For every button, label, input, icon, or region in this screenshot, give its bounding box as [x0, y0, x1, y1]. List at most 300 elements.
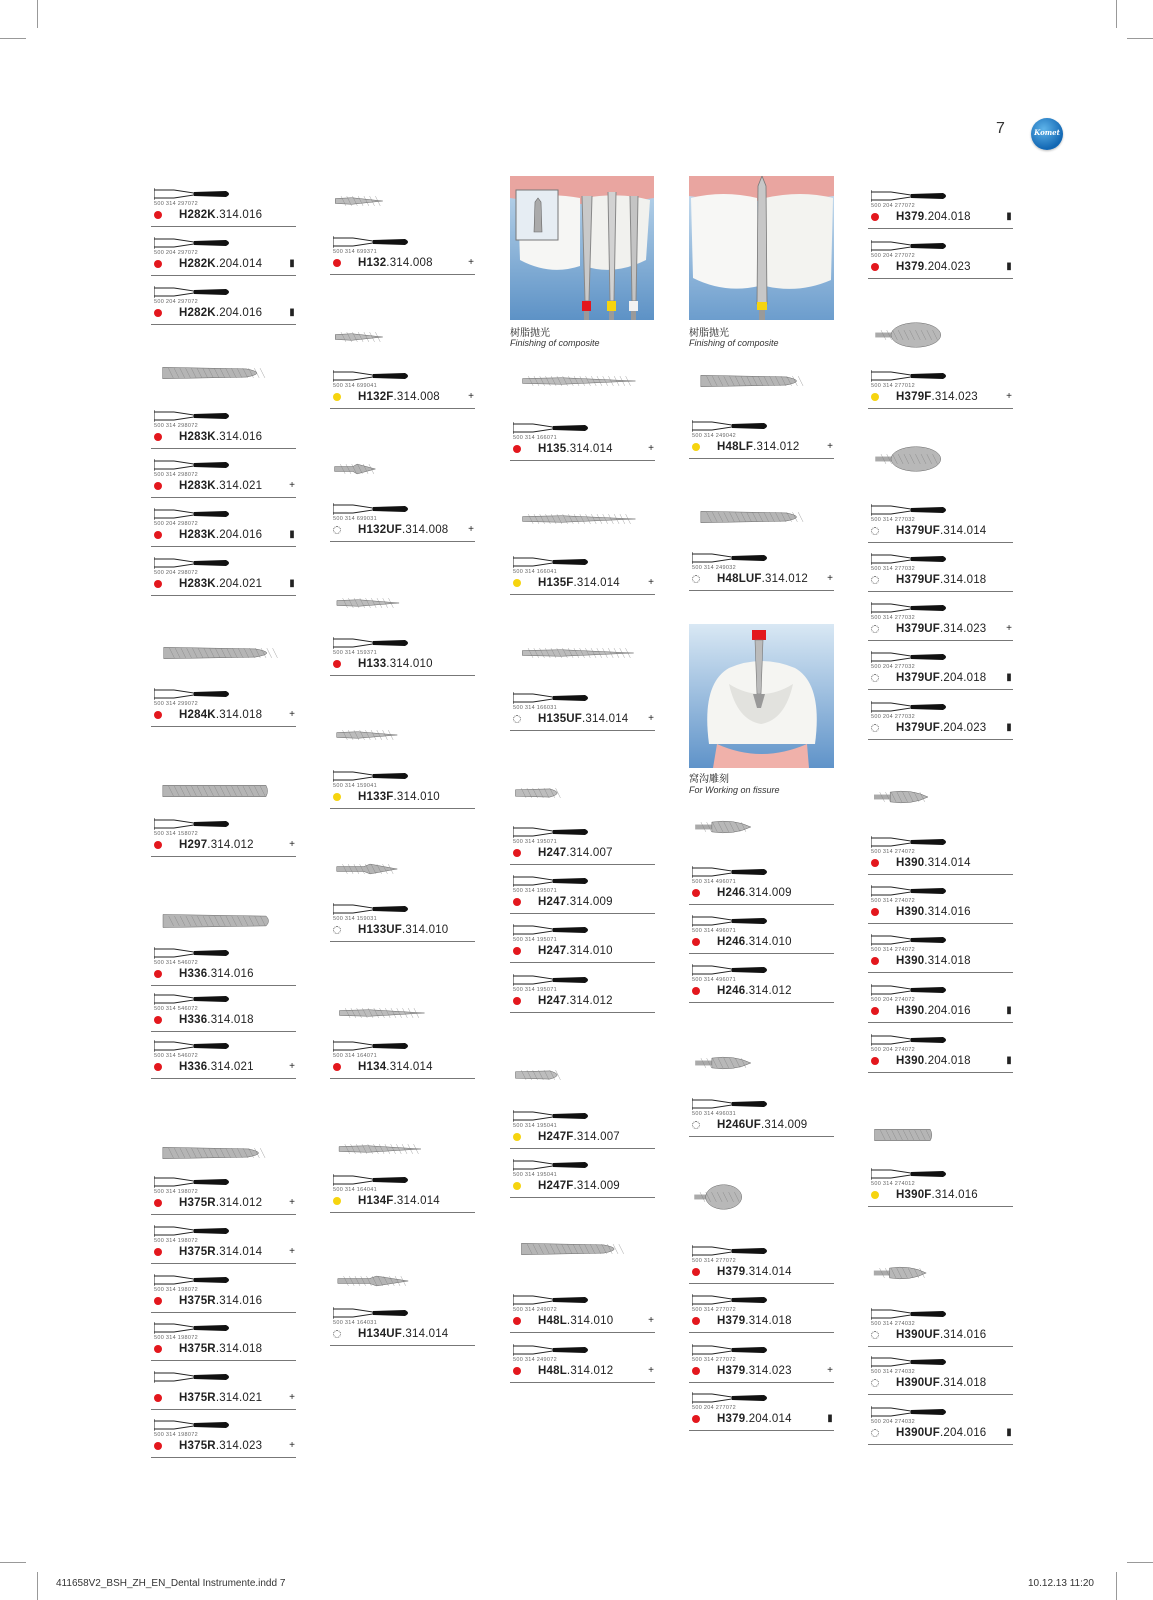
reference-number: 500 314 496071	[692, 879, 736, 885]
product-code-base: H282K	[179, 209, 216, 221]
product-item	[689, 1111, 834, 1137]
product-item	[868, 1321, 1013, 1347]
product-code-base: H379	[717, 1365, 746, 1377]
product-item	[689, 1405, 834, 1431]
product-code-ext: .314.021	[207, 1061, 254, 1073]
crop-mark	[1127, 1562, 1153, 1563]
product-code	[358, 658, 433, 670]
grit-dot-icon	[154, 970, 162, 978]
product-code	[896, 1377, 986, 1389]
bur-closeup-image	[330, 1272, 416, 1290]
instrument-silhouette-icon	[871, 884, 951, 898]
grit-dot-icon	[154, 841, 162, 849]
reference-number: 500 314 277012	[871, 383, 915, 389]
product-code	[179, 1343, 262, 1355]
product-item	[151, 1432, 296, 1458]
footer-date: 10.12.13 11:20	[1028, 1578, 1094, 1589]
product-item	[151, 1006, 296, 1032]
product-code-ext: .314.016	[215, 1295, 263, 1307]
bur-closeup-image	[330, 192, 388, 210]
grit-dot-icon	[154, 711, 162, 719]
bur-closeup-image	[330, 1004, 434, 1022]
reference-number: 500 314 195071	[513, 888, 557, 894]
grit-dot-icon	[871, 1331, 879, 1339]
grit-dot-icon	[333, 259, 341, 267]
product-code-base: H282K	[179, 258, 216, 270]
bur-closeup-image	[151, 644, 291, 662]
reference-number: 500 314 195071	[513, 937, 557, 943]
instrument-silhouette-icon	[333, 369, 413, 383]
product-code	[896, 1005, 971, 1017]
reference-number: 500 314 546072	[154, 1053, 198, 1059]
bur-closeup-image	[330, 726, 404, 744]
product-code-ext: .204.018	[924, 1055, 971, 1067]
instrument-silhouette-icon	[692, 1097, 772, 1111]
product-code-base: H134F	[358, 1195, 394, 1207]
product-item	[151, 831, 296, 857]
reference-number: 500 314 198072	[154, 1335, 198, 1341]
product-code-base: H135	[538, 443, 567, 455]
product-code-base: H379UF	[896, 722, 941, 734]
instrument-silhouette-icon	[333, 235, 413, 249]
product-item	[151, 1335, 296, 1361]
instrument-silhouette-icon	[871, 1405, 951, 1419]
grit-dot-icon	[513, 1367, 521, 1375]
product-code-base: H246UF	[717, 1119, 762, 1131]
product-code	[179, 480, 262, 492]
availability-mark: ▮	[827, 1413, 833, 1424]
product-item	[689, 433, 834, 459]
instrument-silhouette-icon	[692, 914, 772, 928]
product-code-base: H134UF	[358, 1328, 403, 1340]
product-code-ext: .204.016	[924, 1005, 971, 1017]
product-code	[538, 713, 628, 725]
availability-mark: ▮	[289, 307, 295, 318]
product-item	[330, 1053, 475, 1079]
crop-mark	[1116, 0, 1117, 28]
product-code-ext: .314.014	[924, 857, 971, 869]
reference-number: 500 314 195041	[513, 1123, 557, 1129]
product-code-base: H133F	[358, 791, 394, 803]
instrument-silhouette-icon	[871, 835, 951, 849]
product-item	[330, 650, 475, 676]
product-code-ext: .314.016	[207, 968, 254, 980]
bur-closeup-image	[330, 594, 406, 612]
bur-closeup-image	[510, 1240, 636, 1258]
product-code	[896, 1189, 978, 1201]
reference-number: 500 204 277072	[692, 1405, 736, 1411]
instrument-silhouette-icon	[333, 769, 413, 783]
product-code-base: H375R	[179, 1197, 216, 1209]
reference-number: 500 314 277032	[871, 615, 915, 621]
product-code-ext: .204.023	[940, 722, 987, 734]
product-code-base: H390	[896, 1055, 925, 1067]
reference-number: 500 204 277072	[871, 253, 915, 259]
product-code	[358, 257, 433, 269]
product-code	[358, 1061, 433, 1073]
product-code-base: H48L	[538, 1315, 567, 1327]
reference-number: 500 204 297072	[154, 250, 198, 256]
instrument-silhouette-icon	[333, 1173, 413, 1187]
grit-dot-icon	[513, 579, 521, 587]
product-code-base: H390UF	[896, 1427, 941, 1439]
instrument-silhouette-icon	[692, 963, 772, 977]
reference-number: 500 314 277072	[692, 1258, 736, 1264]
product-code-ext: .314.018	[207, 1014, 254, 1026]
grit-dot-icon	[871, 576, 879, 584]
product-code-ext: .204.021	[215, 578, 263, 590]
product-code	[896, 722, 986, 734]
grit-dot-icon	[154, 1442, 162, 1450]
product-code	[717, 1365, 792, 1377]
product-code	[179, 839, 254, 851]
product-code	[896, 1427, 986, 1439]
product-code-ext: .314.010	[402, 924, 449, 936]
instrument-silhouette-icon	[871, 369, 951, 383]
availability-mark: +	[648, 713, 654, 724]
product-code	[179, 209, 262, 221]
product-item	[868, 714, 1013, 740]
footer-file: 411658V2_BSH_ZH_EN_Dental Instrumente.indd 7	[56, 1578, 286, 1589]
product-item	[151, 521, 296, 547]
availability-mark: +	[289, 480, 295, 491]
product-code-ext: .204.016	[940, 1427, 987, 1439]
product-code-ext: .314.012	[745, 985, 792, 997]
instrument-silhouette-icon	[154, 556, 234, 570]
reference-number: 500 204 274072	[871, 997, 915, 1003]
product-item	[151, 299, 296, 325]
product-code-base: H283K	[179, 529, 216, 541]
product-item	[510, 839, 655, 865]
grit-dot-icon	[333, 793, 341, 801]
product-code-ext: .314.014	[566, 443, 613, 455]
product-code-ext: .314.012	[207, 839, 254, 851]
instrument-silhouette-icon	[154, 236, 234, 250]
instrument-silhouette-icon	[333, 902, 413, 916]
grit-dot-icon	[154, 1394, 162, 1402]
product-item	[151, 1189, 296, 1215]
product-item	[330, 383, 475, 409]
grit-dot-icon	[871, 957, 879, 965]
product-item	[151, 960, 296, 986]
caption-cn: 树脂抛光	[510, 328, 550, 339]
product-code-base: H282K	[179, 307, 216, 319]
product-item	[330, 916, 475, 942]
bur-closeup-image	[868, 326, 948, 344]
instrument-silhouette-icon	[333, 636, 413, 650]
instrument-silhouette-icon	[871, 552, 951, 566]
product-code-base: H247	[538, 945, 567, 957]
reference-number: 500 314 496031	[692, 1111, 736, 1117]
product-code	[179, 529, 262, 541]
product-item	[510, 1357, 655, 1383]
reference-number: 500 204 274072	[871, 1047, 915, 1053]
photo-composite-2	[689, 176, 834, 320]
availability-mark: ▮	[1006, 1427, 1012, 1438]
product-code-base: H375R	[179, 1295, 216, 1307]
product-item	[151, 423, 296, 449]
logo-text: Komet	[1034, 128, 1060, 137]
bur-closeup-image	[510, 372, 648, 390]
product-code	[358, 791, 440, 803]
reference-number: 500 314 158072	[154, 831, 198, 837]
product-code-ext: .314.023	[931, 391, 978, 403]
product-code-ext: .314.014	[215, 1246, 263, 1258]
product-code	[179, 709, 262, 721]
grit-dot-icon	[154, 1063, 162, 1071]
instrument-silhouette-icon	[513, 1109, 593, 1123]
reference-number: 500 314 198072	[154, 1238, 198, 1244]
product-code-ext: .314.021	[215, 480, 263, 492]
product-code-ext: .314.008	[402, 524, 449, 536]
product-code-ext: .314.018	[924, 955, 971, 967]
instrument-silhouette-icon	[154, 1224, 234, 1238]
grit-dot-icon	[871, 724, 879, 732]
product-item	[689, 1307, 834, 1333]
product-code-ext: .204.023	[924, 261, 971, 273]
instrument-silhouette-icon	[154, 285, 234, 299]
product-code-ext: .314.012	[566, 1365, 614, 1377]
reference-number: 500 314 496071	[692, 928, 736, 934]
availability-mark: +	[468, 391, 474, 402]
instrument-silhouette-icon	[692, 865, 772, 879]
product-code-base: H336	[179, 1014, 208, 1026]
product-code-base: H375R	[179, 1343, 216, 1355]
bur-closeup-image	[151, 1144, 281, 1162]
product-code	[717, 1119, 807, 1131]
product-item	[151, 1287, 296, 1313]
bur-closeup-image	[868, 450, 948, 468]
product-code	[179, 258, 262, 270]
grit-dot-icon	[871, 1379, 879, 1387]
product-code-base: H390UF	[896, 1329, 941, 1341]
product-code	[896, 261, 971, 273]
product-code-base: H283K	[179, 431, 216, 443]
product-code-ext: .314.016	[924, 906, 971, 918]
reference-number: 500 314 198072	[154, 1287, 198, 1293]
reference-number: 500 204 277032	[871, 664, 915, 670]
product-code	[896, 623, 986, 635]
reference-number: 500 314 166071	[513, 435, 557, 441]
grit-dot-icon	[692, 575, 700, 583]
instrument-silhouette-icon	[692, 551, 772, 565]
availability-mark: +	[289, 1440, 295, 1451]
instrument-silhouette-icon	[871, 601, 951, 615]
instrument-silhouette-icon	[871, 503, 951, 517]
instrument-silhouette-icon	[154, 817, 234, 831]
product-code	[896, 672, 986, 684]
reference-number: 500 314 166041	[513, 569, 557, 575]
crop-mark	[1116, 1572, 1117, 1600]
product-code	[717, 985, 792, 997]
product-item	[689, 1258, 834, 1284]
product-code	[896, 574, 986, 586]
grit-dot-icon	[692, 1121, 700, 1129]
product-code-base: H379	[717, 1315, 746, 1327]
product-code	[538, 1180, 620, 1192]
availability-mark: +	[468, 524, 474, 535]
product-item	[151, 570, 296, 596]
product-code-base: H379UF	[896, 623, 941, 635]
product-item	[510, 888, 655, 914]
grit-dot-icon	[154, 211, 162, 219]
product-code	[358, 391, 440, 403]
product-code-base: H284K	[179, 709, 216, 721]
grit-dot-icon	[333, 1063, 341, 1071]
product-code-base: H336	[179, 968, 208, 980]
product-code-base: H246	[717, 936, 746, 948]
grit-dot-icon	[513, 1182, 521, 1190]
product-code-ext: .204.018	[924, 211, 971, 223]
product-code-base: H379F	[896, 391, 932, 403]
reference-number: 500 314 299072	[154, 701, 198, 707]
reference-number: 500 314 249042	[692, 433, 736, 439]
product-code-base: H379	[896, 261, 925, 273]
product-code-base: H379UF	[896, 525, 941, 537]
product-code-base: H390F	[896, 1189, 932, 1201]
bur-closeup-image	[689, 508, 819, 526]
product-item	[868, 664, 1013, 690]
product-code	[179, 1440, 262, 1452]
availability-mark: ▮	[1006, 1055, 1012, 1066]
product-code	[717, 1413, 792, 1425]
product-code-ext: .314.014	[582, 713, 629, 725]
bur-closeup-image	[151, 912, 283, 930]
reference-number: 500 314 166031	[513, 705, 557, 711]
product-item	[330, 516, 475, 542]
product-code	[896, 1329, 986, 1341]
bur-closeup-image	[689, 1054, 757, 1072]
product-code	[538, 1365, 613, 1377]
reference-number: 500 314 159031	[333, 916, 377, 922]
grit-dot-icon	[513, 947, 521, 955]
product-code	[179, 1295, 262, 1307]
availability-mark: ▮	[289, 578, 295, 589]
instrument-silhouette-icon	[154, 1418, 234, 1432]
grit-dot-icon	[513, 849, 521, 857]
product-code-base: H133UF	[358, 924, 403, 936]
product-code-ext: .204.014	[215, 258, 263, 270]
product-item	[330, 249, 475, 275]
reference-number: 500 314 277032	[871, 566, 915, 572]
grit-dot-icon	[513, 1133, 521, 1141]
product-code-ext: .314.014	[745, 1266, 792, 1278]
product-code	[179, 1014, 254, 1026]
instrument-silhouette-icon	[513, 825, 593, 839]
caption-cn: 树脂抛光	[689, 328, 729, 339]
product-code-base: H247F	[538, 1131, 574, 1143]
product-code-base: H283K	[179, 578, 216, 590]
availability-mark: +	[289, 839, 295, 850]
product-item	[868, 1369, 1013, 1395]
product-item	[510, 1123, 655, 1149]
instrument-silhouette-icon	[154, 187, 234, 201]
product-code-base: H379UF	[896, 574, 941, 586]
instrument-silhouette-icon	[333, 1039, 413, 1053]
grit-dot-icon	[333, 1197, 341, 1205]
product-code-base: H390	[896, 906, 925, 918]
instrument-silhouette-icon	[692, 1293, 772, 1307]
product-code-ext: .314.018	[940, 574, 987, 586]
product-code	[358, 524, 448, 536]
product-code	[179, 1392, 262, 1404]
product-code-base: H132UF	[358, 524, 403, 536]
product-code-ext: .314.008	[386, 257, 433, 269]
availability-mark: +	[648, 443, 654, 454]
grit-dot-icon	[871, 1007, 879, 1015]
reference-number: 500 314 198072	[154, 1189, 198, 1195]
product-code	[358, 1195, 440, 1207]
product-code	[896, 391, 978, 403]
product-code-ext: .314.009	[745, 887, 792, 899]
product-item	[151, 1238, 296, 1264]
reference-number: 500 314 195071	[513, 987, 557, 993]
reference-number: 500 314 159041	[333, 783, 377, 789]
instrument-silhouette-icon	[333, 502, 413, 516]
product-code	[358, 1328, 448, 1340]
product-code-ext: .204.018	[940, 672, 987, 684]
instrument-silhouette-icon	[154, 1370, 234, 1384]
product-code-ext: .204.016	[215, 529, 263, 541]
product-code-ext: .314.009	[761, 1119, 808, 1131]
availability-mark: ▮	[289, 258, 295, 269]
availability-mark: +	[827, 441, 833, 452]
grit-dot-icon	[154, 1248, 162, 1256]
product-item	[151, 1387, 296, 1410]
page-number: 7	[996, 120, 1005, 137]
product-item	[868, 997, 1013, 1023]
crop-mark	[37, 1572, 38, 1600]
grit-dot-icon	[154, 1345, 162, 1353]
instrument-silhouette-icon	[871, 1307, 951, 1321]
product-code-base: H132	[358, 257, 387, 269]
reference-number: 500 314 298072	[154, 423, 198, 429]
grit-dot-icon	[692, 443, 700, 451]
product-code-ext: .314.016	[215, 209, 263, 221]
product-code-ext: .314.014	[940, 525, 987, 537]
bur-closeup-image	[868, 1264, 932, 1282]
product-code-base: H379	[896, 211, 925, 223]
product-code	[538, 847, 613, 859]
product-item	[689, 928, 834, 954]
reference-number: 500 314 546072	[154, 960, 198, 966]
product-code-ext: .314.010	[745, 936, 792, 948]
instrument-silhouette-icon	[871, 239, 951, 253]
instrument-silhouette-icon	[154, 992, 234, 1006]
product-code-base: H133	[358, 658, 387, 670]
grit-dot-icon	[871, 213, 879, 221]
product-code-base: H246	[717, 887, 746, 899]
product-item	[868, 849, 1013, 875]
product-item	[330, 1187, 475, 1213]
grit-dot-icon	[871, 1191, 879, 1199]
product-code-base: H247	[538, 896, 567, 908]
grit-dot-icon	[871, 263, 879, 271]
instrument-silhouette-icon	[513, 923, 593, 937]
reference-number: 500 314 699031	[333, 516, 377, 522]
instrument-silhouette-icon	[513, 691, 593, 705]
instrument-silhouette-icon	[692, 1244, 772, 1258]
grit-dot-icon	[333, 926, 341, 934]
product-item	[330, 783, 475, 809]
grit-dot-icon	[154, 1199, 162, 1207]
product-code	[538, 1315, 613, 1327]
product-code-ext: .314.008	[393, 391, 440, 403]
bur-closeup-image	[151, 782, 281, 800]
product-item	[868, 203, 1013, 229]
instrument-silhouette-icon	[154, 1321, 234, 1335]
reference-number: 500 204 274032	[871, 1419, 915, 1425]
